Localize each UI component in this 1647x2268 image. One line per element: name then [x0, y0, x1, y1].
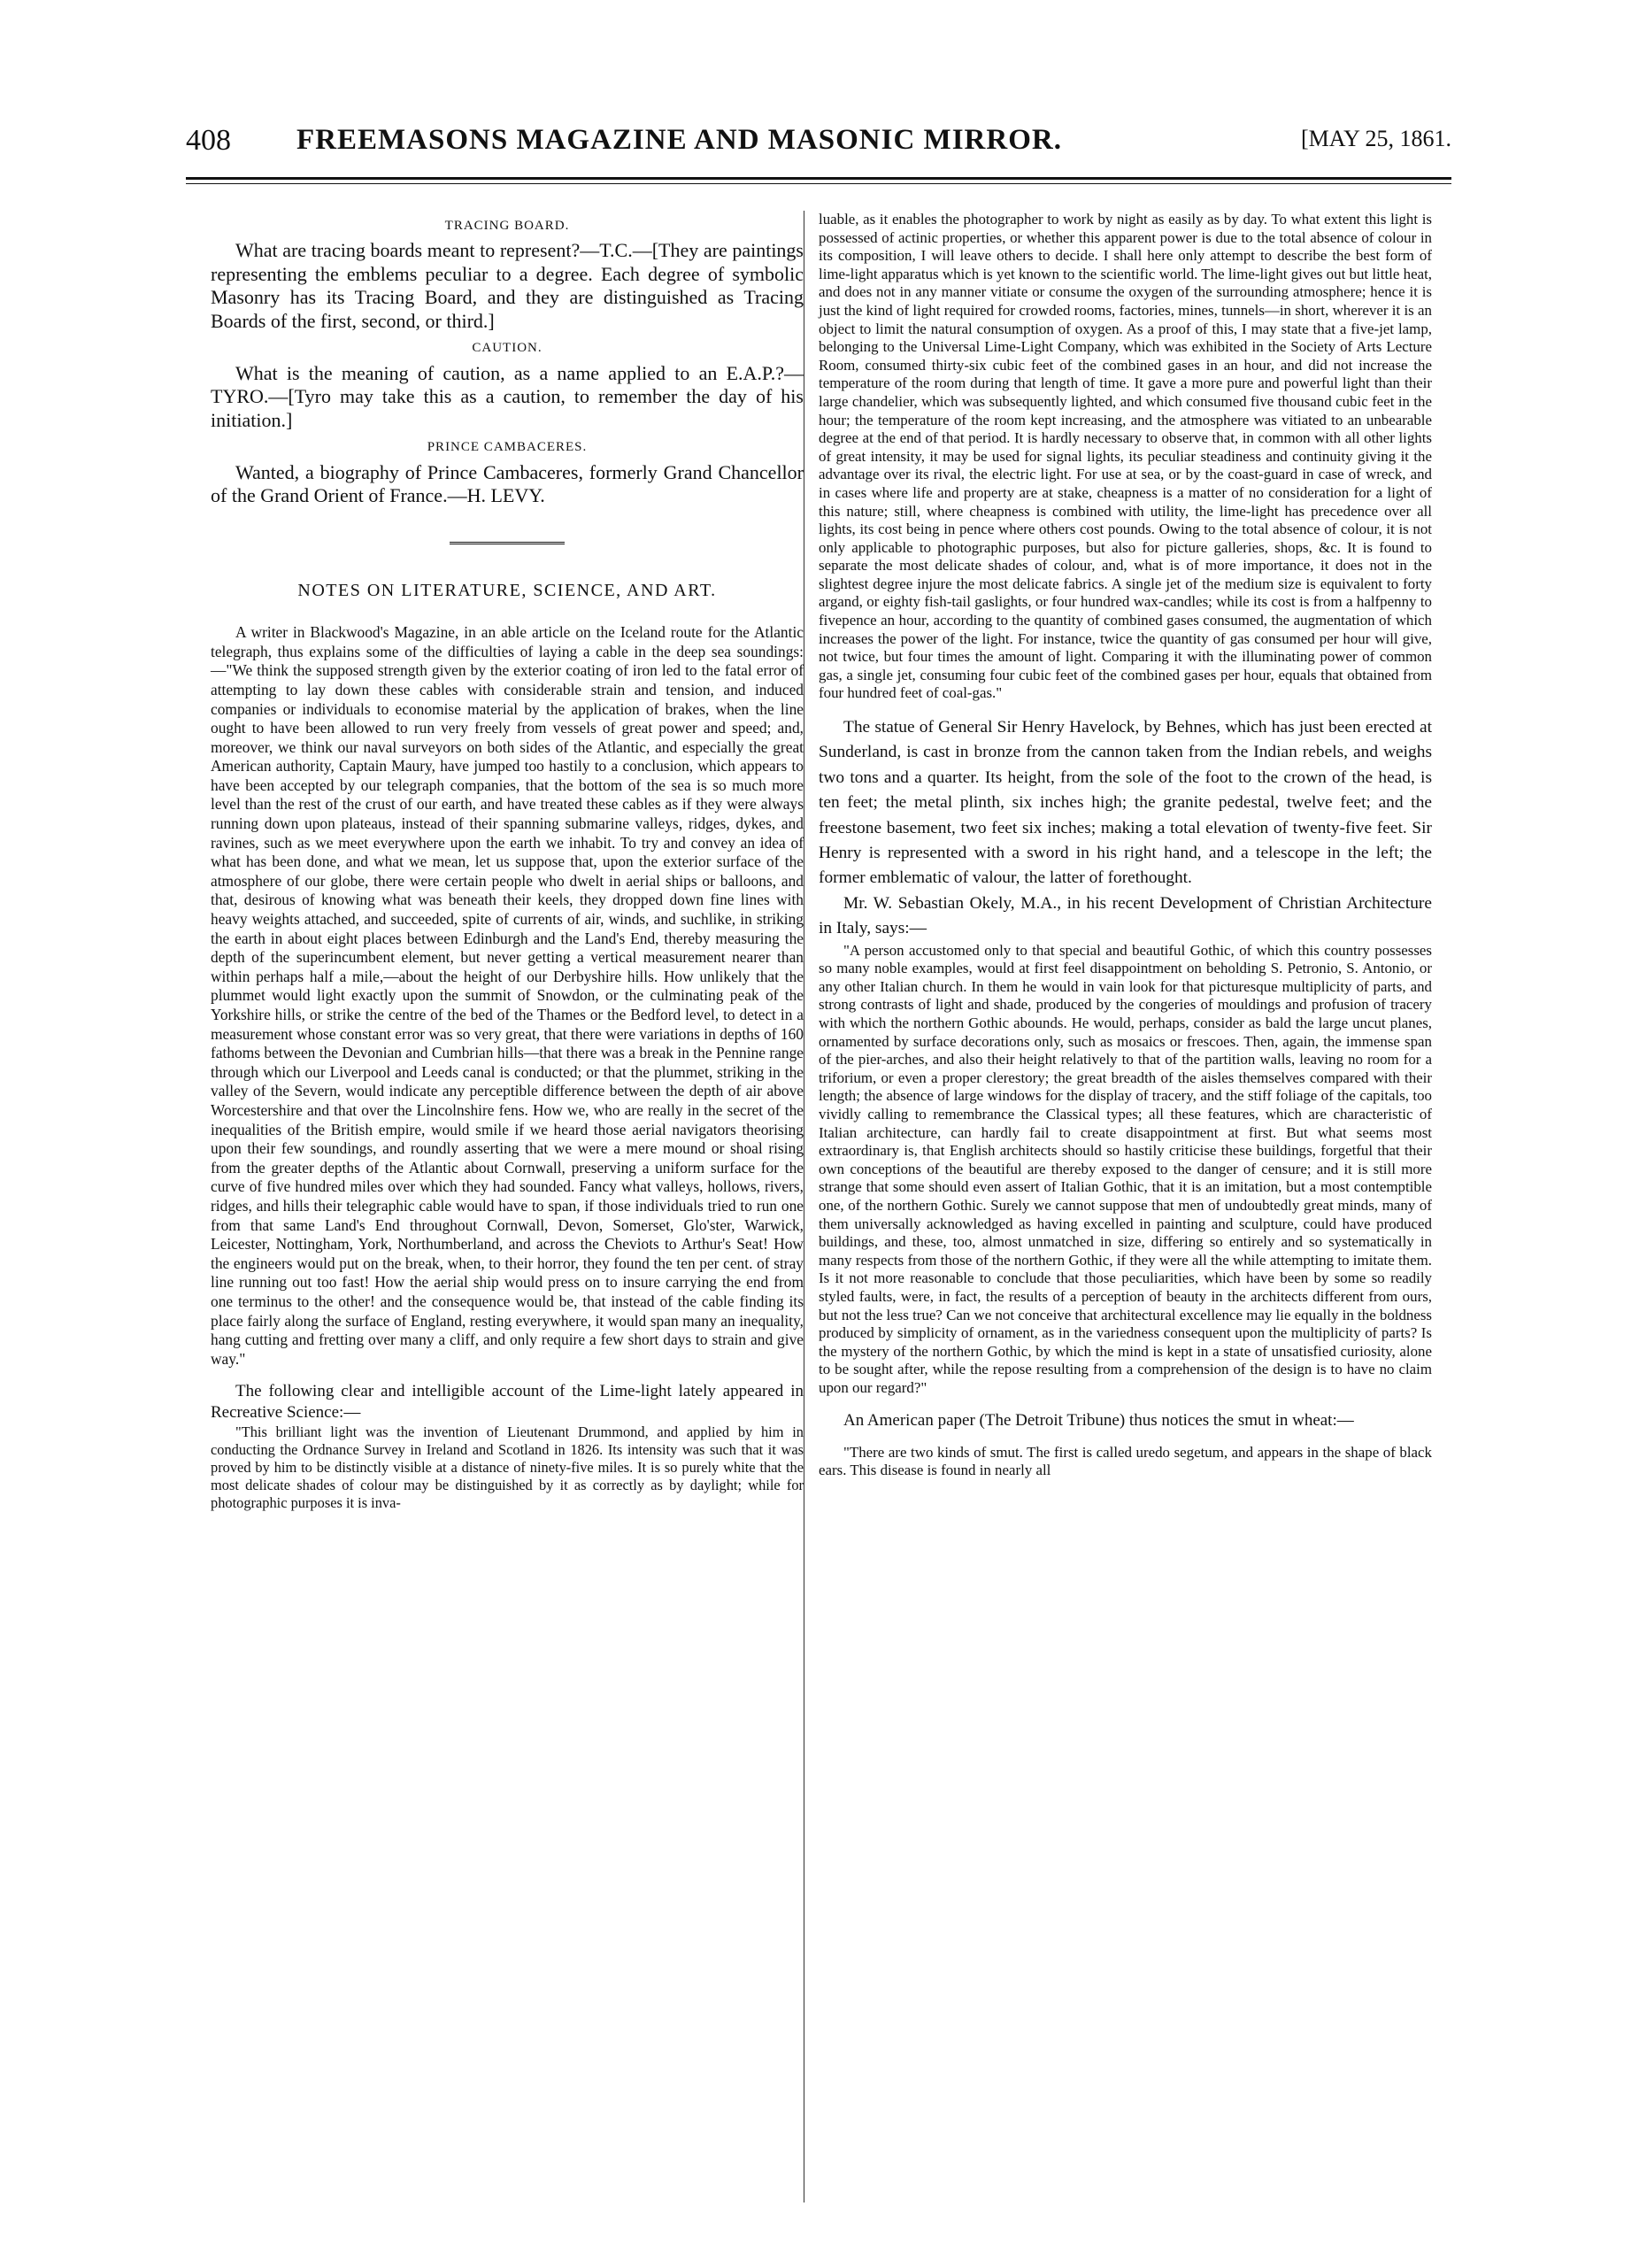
page-header — [186, 124, 1451, 177]
issue-date: [MAY 25, 1861. — [1301, 126, 1451, 151]
tracing-board-text: What are tracing boards meant to represent?—T.C.—[They are paintings representing the emblems peculiar to a degree. Each degree of symbolic Masonry has its Tracing Board, and they are distinguished as Tracing Boards of the first, second, or third.] — [211, 239, 804, 332]
smut-quote: "There are two kinds of smut. The first is called uredo segetum, and appears in the shape of black ears. This disease is found in nearly all — [819, 1443, 1432, 1479]
tracing-board-heading: TRACING BOARD. — [444, 219, 570, 233]
notes-section-title: NOTES ON LITERATURE, SCIENCE, AND ART. — [297, 580, 717, 600]
right-column — [819, 211, 1432, 1480]
header-rule — [186, 177, 1451, 180]
havelock-statue-paragraph: The statue of General Sir Henry Havelock, by Behnes, which has just been erected at Sunderland, is cast in bronze from the cannon taken from the Indian rebels, and weighs two tons and a quarter. Its height, from the sole of the foot to the crown of the head, is ten feet; the metal plinth, six inches high; the granite pedestal, twelve feet; and the freestone basement, two feet six inches; making a total elevation of twenty-five feet. Sir Henry is represented with a sword in his right hand, and a telescope in the left; the former emblematic of valour, the latter of forethought. — [819, 718, 1432, 888]
limelight-quote-start: "This brilliant light was the invention of Lieutenant Drummond, and applied by him in conducting the Ordnance Survey in Ireland and Scotland in 1826. Its intensity was such that it was proved by him to be distinctly visible at a distance of ninety-five miles. It is so purely white that the most delicate shades of colour may be distinguished by it as correctly as by daylight; while for photographic purposes it is inva- — [211, 1423, 804, 1512]
okely-quote: "A person accustomed only to that special and beautiful Gothic, of which this country possesses so many noble examples, would at first feel disappointment on beholding S. Petronio, S. Antonio, or any other Italian church. In them he would in vain look for that picturesque multiplicity of parts, and strong contrasts of light and shade, produced by the congeries of mouldings and profusion of tracery with which the northern Gothic abounds. He would, perhaps, consider as bald the large uncut planes, ornamented by surface decorations only, such as mosaics or frescoes. Then, again, the immense span of the pier-arches, and also their height relatively to that of the partition walls, leaving no room for a triforium, or even a proper clerestory; the great breadth of the aisles themselves compared with their length; the absence of large windows for the display of tracery, and the stiff foliage of the capitals, too vividly calling to remembrance the Classical types; all these features, which are characteristic of Italian architecture, can hardly fail to create disappointment at first. But what seems most extraordinary is, that English architects should so hastily criticise these buildings, forgetful that their own conceptions of the beautiful are thereby exposed to the danger of censure; and it is still more strange that some should even assert of Italian Gothic, that it is an imitation, but a most contemptible one, of the northern Gothic. Surely we cannot suppose that men of undoubtedly great minds, many of them universally acknowledged as having excelled in painting and sculpture, could have produced buildings, and these, too, almost unmatched in size, differing so entirely and so systematically in many respects from those of the northern Gothic, if they were all the while attempting to imitate them. Is it not more reasonable to conclude that those peculiarities, which have been by some so readily styled faults, were, in fact, the results of a perception of beauty in the architects different from ours, but not the less true? Can we not conceive that architectural excellence may lie equally in the boldness produced by simplicity of ornament, as in the variedness consequent upon the multiplicity of parts? Is the mystery of the northern Gothic, by which the mind is kept in a state of unsatisfied curiosity, alone to be sought after, while the repose resulting from a comprehension of the design is to have no claim upon our regard?" — [819, 941, 1432, 1396]
left-column — [211, 211, 804, 1512]
caution-heading: CAUTION. — [472, 341, 543, 356]
caution-text: What is the meaning of caution, as a name applied to an E.A.P.?—TYRO.—[Tyro may take this as a caution, to remember the day of his initiation.] — [211, 361, 804, 431]
prince-cambaceres-heading: PRINCE CAMBACERES. — [427, 440, 588, 455]
atlantic-telegraph-paragraph: A writer in Blackwood's Magazine, in an able article on the Iceland route for the Atlantic telegraph, thus explains some of the difficulties of laying a cable in the deep sea soundings:—"We think the supposed strength given by the exterior coating of iron led to the fatal error of attempting to lay down these cables with considerable strain and tension, and induced companies or individuals to economise material by the application of brakes, when the line ought to have been allowed to run very freely from vessels of great power and speed; and, moreover, we think our naval surveyors on both sides of the Atlantic, and especially the great American authority, Captain Maury, have jumped too hastily to a conclusion, which appears to have been accepted by our telegraph companies, that the bottom of the sea is so much more level than the rest of the crust of our earth, and have treated these cables as if they were always running down upon plateaus, instead of their spanning submarine valleys, ridges, dykes, and ravines, such as we meet everywhere upon the earth we inhabit. To try and convey an idea of what has been done, and what we mean, let us suppose that, upon the exterior surface of the atmosphere of our globe, there were certain people who dwelt in aerial ships or balloons, and that, desirous of knowing what was beneath their keels, they dropped down fine lines with heavy weights attached, and succeeded, spite of currents of air, winds, and suchlike, in striking the earth in about eight places between Edinburgh and the Land's End, thereby measuring the depth of the superincumbent element, but never getting a vertical measurement nearer than within perhaps half a mile,—about the height of our Derbyshire hills. How unlikely that the plummet would light exactly upon the summit of Snowdon, or the culminating peak of the Yorkshire hills, or strike the centre of the bed of the Thames or the Bedford level, to detect in a measurement whose constant error was so very great, that there were variations in depths of 160 fathoms between the Devonian and Cumbrian hills—that there was a break in the Pennine range through which our Liverpool and Leeds canal is conducted; or that the plummet, striking in the valley of the Severn, would indicate any perceptible difference between the depth of air above Worcestershire and that over the Lincolnshire fens. How we, who are really in the secret of the inequalities of the British empire, would smile if we heard those aerial navigators theorising upon their few soundings, and roundly asserting that we were a mere mound or shoal rising from the greater depths of the Atlantic about Cornwall, preserving a uniform surface for the curve of five hundred miles over which they had sounded. Fancy what valleys, hollows, rivers, ridges, and hills their telegraphic cable would have to span, if those individuals tried to run one from that same Land's End throughout Cornwall, Devon, Somerset, Glo'ster, Warwick, Leicester, Nottingham, York, Northumberland, and across the Cheviots to Arthur's Seat! How the engineers would put on the break, when, to their horror, they found the ten per cent. of stray line running out too fast! How the aerial ship would press on to insure carrying the end from one terminus to the other! and the consequence would be, that instead of the cable finding its place fairly along the surface of England, resting everywhere, it would span many an inequality, hang cutting and fretting over many a cliff, and only require a few short days to strain and give way." — [211, 623, 804, 1368]
okely-intro: Mr. W. Sebastian Okely, M.A., in his recent Development of Christian Architecture in Italy, says:— — [819, 893, 1432, 938]
masthead-title: FREEMASONS MAGAZINE AND MASONIC MIRROR. — [296, 124, 1062, 156]
limelight-quote-continued: luable, as it enables the photographer to work by night as easily as by day. To what extent this light is possessed of actinic properties, or whether this apparent power is due to the total absence of colour in its composition, I will leave others to decide. I shall here only attempt to describe the best form of lime-light apparatus which is yet known to the scientific world. The lime-light gives out but little heat, and does not in any manner vitiate or consume the oxygen of the surrounding atmosphere; hence it is just the kind of light required for crowded rooms, factories, mines, tunnels—in short, wherever it is an object to limit the natural consumption of oxygen. As a proof of this, I may state that a five-jet lamp, belonging to the Universal Lime-Light Company, which was exhibited in the Society of Arts Lecture Room, consumed thirty-six cubic feet of the combined gases in an hour, and did not increase the temperature of the room during that length of time. It gave a more pure and powerful light than their large chandelier, which was subsequently lighted, and which consumed five thousand cubic feet in the hour; the temperature of the room kept increasing, and the atmosphere was vitiated to an unbearable degree at the end of that period. It is hardly necessary to observe that, in common with all other lights of great intensity, it may be used for signal lights, its peculiar steadiness and continuity giving it the advantage over its rival, the electric light. For use at sea, or by the coast-guard in case of wreck, and in cases where life and property are at stake, cheapness is a matter of no consideration for a light of this nature; still, where cheapness is combined with utility, the lime-light has precedence over all lights, its cost being in pence where others cost pounds. Owing to the total absence of colour, it is not only applicable to photographic purposes, but also for picture galleries, shops, &c. It is found to separate the most delicate shades of colour, and, what is of more importance, it does not in the slightest degree injure the most delicate fabrics. A single jet of the medium size is equivalent to forty argand, or eighty fish-tail gaslights, or four hundred wax-candles; while its cost is from a halfpenny to fivepence an hour, according to the quantity of combined gases consumed, the augmentation of which increases the power of the light. For instance, twice the quantity of gas consumed per hour will give, not twice, but four times the amount of light. Comparing it with the illuminating power of common gas, a single jet, consuming four cubic feet of the combined gases per hour, equals that obtained from four hundred feet of coal-gas." — [819, 211, 1432, 702]
section-divider — [450, 542, 565, 547]
page-number: 408 — [186, 124, 231, 157]
header-rule-thin — [186, 183, 1451, 184]
limelight-intro: The following clear and intelligible account of the Lime-light lately appeared in Recreative Science:— — [211, 1382, 804, 1423]
smut-intro: An American paper (The Detroit Tribune) thus notices the smut in wheat:— — [843, 1410, 1354, 1430]
prince-cambaceres-text: Wanted, a biography of Prince Cambaceres, formerly Grand Chancellor of the Grand Orient of France.—H. LEVY. — [211, 460, 804, 507]
